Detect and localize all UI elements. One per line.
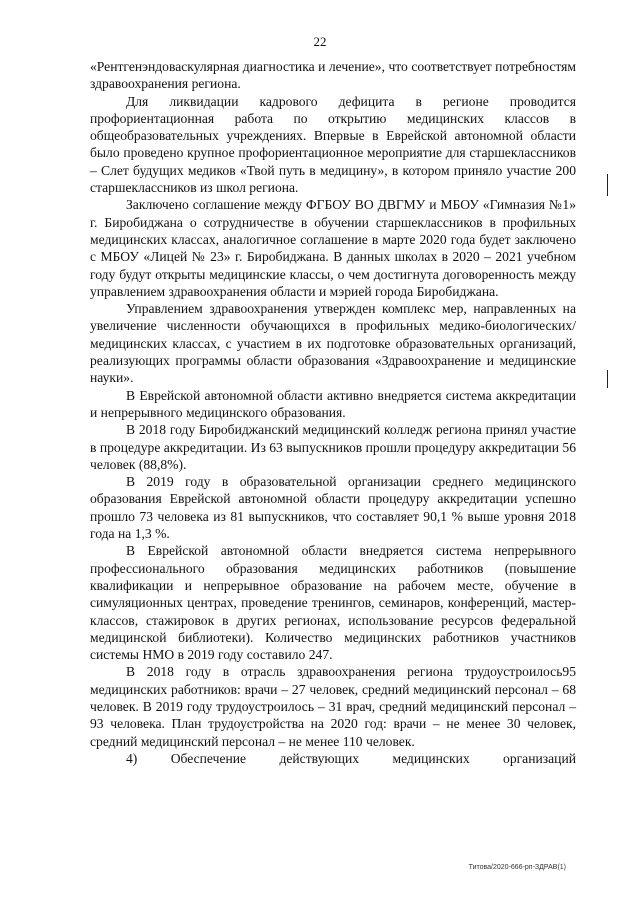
scan-margin-mark — [607, 174, 608, 196]
paragraph-9: В 2018 году в отрасль здравоохранения региона трудоустроилось95 медицинских работников: врачи – 27 человек, средний медицинский персонал – 68 человек. В 2019 году трудоустроилось – 31 врач, средний медицинский персонал – 93 человека. План трудоустройства на 2020 год: врачи – не менее 30 человек, средний медицинский персонал – не менее 110 человек. — [90, 664, 576, 749]
paragraph-7: В 2019 году в образовательной организации среднего медицинского образования Еврейской автономной области процедуру аккредитации успешно прошло 73 человека из 81 выпускников, что составляет 90,1 % выше уровня 2018 года на 1,3 %. — [90, 474, 576, 542]
footer-document-code: Титова/2020-666-рп-ЗДРАВ(1) — [468, 864, 566, 871]
paragraph-2: Для ликвидации кадрового дефицита в регионе проводится профориентационная работа по открытию медицинских классов в общеобразовательных учреждениях. Впервые в Еврейской автономной области было проведено крупное профориентационное мероприятие для старшеклассников – Слет будущих медиков «Твой путь в медицину», в котором приняло участие 200 старшеклассников из школ региона. — [90, 93, 576, 196]
scan-margin-mark — [607, 370, 608, 388]
page-number: 22 — [313, 34, 327, 49]
document-body — [90, 58, 576, 767]
paragraph-5: В Еврейской автономной области активно внедряется система аккредитации и непрерывного медицинского образования. — [90, 387, 576, 420]
paragraph-3: Заключено соглашение между ФГБОУ ВО ДВГМУ и МБОУ «Гимназия №1» г. Биробиджана о сотрудничестве в обучении старшеклассников в профильных медицинских классах, аналогичное соглашение в марте 2020 года будет заключено с МБОУ «Лицей № 23» г. Биробиджана. В данных школах в 2020 – 2021 учебном году будут открыты медицинские классы, о чем достигнута договоренность между управлением здравоохранения области и мэрией города Биробиджана. — [90, 197, 576, 299]
paragraph-8: В Еврейской автономной области внедряется система непрерывного профессионального образования медицинских работников (повышение квалификации и непрерывное образование на рабочем месте, обучение в симуляционных центрах, проведение тренингов, семинаров, конференций, мастер-классов, стажировок в других регионах, использование ресурсов федеральной медицинской библиотеки). Количество медицинских работников участников системы НМО в 2019 году составило 247. — [90, 543, 576, 663]
paragraph-6: В 2018 году Биробиджанский медицинский колледж региона принял участие в процедуре аккредитации. Из 63 выпускников прошли процедуру аккредитации 56 человек (88,8%). — [90, 422, 576, 472]
list-item-4: 4) Обеспечение действующих медицинских организаций — [126, 750, 576, 766]
paragraph-1: «Рентгенэндоваскулярная диагностика и лечение», что соответствует потребностям здравоохранения региона. — [90, 59, 576, 92]
paragraph-4: Управлением здравоохранения утвержден комплекс мер, направленных на увеличение численности обучающихся в профильных медико-биологических/медицинских классах, с участием в их подготовке образовательных организаций, реализующих программы области образования «Здравоохранение и медицинские науки». — [90, 301, 576, 386]
